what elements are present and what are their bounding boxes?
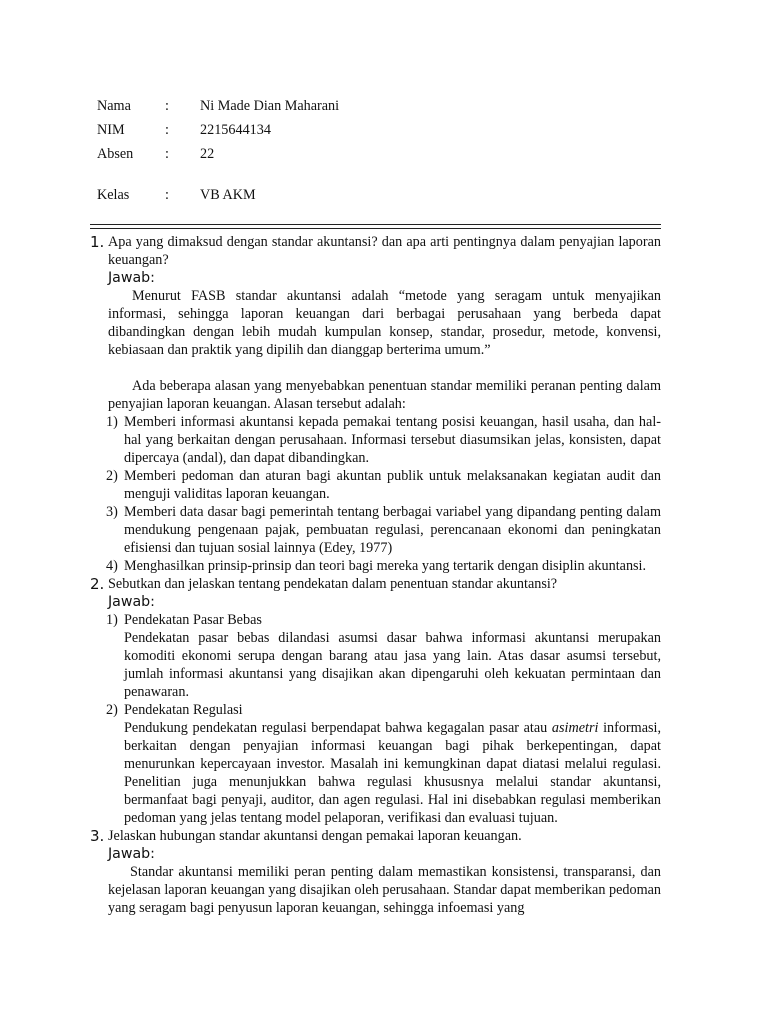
item-text: Memberi pedoman dan aturan bagi akuntan publik untuk melaksanakan kegiatan audit dan menguji validitas laporan keuangan. [124,468,661,502]
kelas-colon: : [165,187,169,203]
answer-label: Jawab: [108,270,155,286]
header-divider-thick [90,224,661,225]
question-number: 3. [90,827,105,845]
student-identity-table [97,98,339,211]
nim-label: NIM [97,122,125,138]
question-text: Sebutkan dan jelaskan tentang pendekatan dalam penentuan standar akuntansi? [108,576,558,592]
item-number: 1) [106,612,118,628]
answer-label: Jawab: [108,594,155,610]
answer-paragraph: Menurut FASB standar akuntansi adalah “metode yang seragam untuk menyajikan informasi, sehingga laporan keuangan dari berbagai perusahaan yang berbeda dapat dibandingkan dengan lebih mudah kumpulan konsep, standar, prosedur, metode, konvensi, kebiasaan dan praktik yang dipilih dan dianggap berterima umum.” [108,288,661,358]
approach-title: Pendekatan Pasar Bebas [124,612,262,628]
identity-row-name [97,98,339,122]
identity-row-absen [97,146,339,187]
question-list [90,233,661,917]
question-2 [90,575,661,827]
name-colon: : [165,98,169,114]
list-item [108,503,661,557]
question-text: Apa yang dimaksud dengan standar akuntansi? dan apa arti pentingnya dalam penyajian laporan keuangan? [108,234,661,268]
question-number: 1. [90,233,105,251]
item-text: Menghasilkan prinsip-prinsip dan teori bagi mereka yang tertarik dengan disiplin akuntansi. [124,558,647,574]
item-number: 2) [106,702,118,718]
item-number: 3) [106,504,118,520]
list-item [108,413,661,467]
kelas-value: VB AKM [200,187,256,203]
item-number: 1) [106,414,118,430]
absen-label: Absen [97,146,134,162]
nim-colon: : [165,122,169,138]
identity-row-kelas [97,187,339,211]
question-number: 2. [90,575,105,593]
question-1 [90,233,661,575]
item-text: Memberi data dasar bagi pemerintah tentang berbagai variabel yang dipandang penting dalam mendukung pengenaan pajak, pembuatan regulasi, perencanaan ekonomi dan peningkatan efisiensi dan tujuan sosial lainnya (Edey, 1977) [124,504,661,556]
answer-paragraph: Ada beberapa alasan yang menyebabkan penentuan standar memiliki peranan penting dalam penyajian laporan keuangan. Alasan tersebut adalah: [108,378,661,412]
approach-description: Pendekatan pasar bebas dilandasi asumsi dasar bahwa informasi akuntansi merupakan komoditi ekonomi serupa dengan barang atau jasa yang lain. Atas dasar asumsi tersebut, jumlah informasi akuntansi yang disajikan akan dipengaruhi oleh kekuatan permintaan dan penawaran. [124,630,661,700]
approach-description: Pendukung pendekatan regulasi berpendapat bahwa kegagalan pasar atau asimetri informasi, berkaitan dengan penyajian informasi keuangan bagi pihak berkepentingan, dapat menurunkan kepercayaan investor. Masalah ini kemungkinan dapat diatasi melalui regulasi. Penelitian juga menunjukkan bahwa regulasi khususnya melalui standar akuntansi, bermanfaat bagi penyaji, auditor, dan agen regulasi. Hal ini disebabkan regulasi memberikan pedoman yang jelas tentang model pelaporan, verifikasi dan evaluasi tujuan. [124,720,662,826]
approach-title: Pendekatan Regulasi [124,702,243,718]
nim-value: 2215644134 [200,122,271,138]
absen-value: 22 [200,146,215,162]
list-item [108,467,661,503]
list-item [108,701,661,827]
name-label: Nama [97,98,131,114]
absen-colon: : [165,146,169,162]
answer-paragraph: Standar akuntansi memiliki peran penting dalam memastikan konsistensi, transparansi, dan kejelasan laporan keuangan yang disajikan oleh perusahaan. Standar dapat memberikan pedoman yang seragam bagi penyusun laporan keuangan, sehingga infoemasi yang [108,864,661,916]
header-divider-thin [90,228,661,229]
list-item [108,611,661,701]
item-number: 4) [106,558,118,574]
answer-label: Jawab: [108,846,155,862]
approaches-list [108,611,661,827]
list-item [108,557,661,575]
item-number: 2) [106,468,118,484]
question-text: Jelaskan hubungan standar akuntansi dengan pemakai laporan keuangan. [108,828,522,844]
identity-row-nim [97,122,339,146]
question-3 [90,827,661,917]
reasons-list [108,413,661,575]
name-value: Ni Made Dian Maharani [200,98,340,114]
italic-term: asimetri [551,720,599,736]
item-text: Memberi informasi akuntansi kepada pemakai tentang posisi keuangan, hasil usaha, dan hal-hal yang berkaitan dengan perusahaan. Informasi tersebut diasumsikan jelas, konsisten, dapat dipercaya (andal), dan dapat dibandingkan. [124,414,661,466]
kelas-label: Kelas [97,187,130,203]
